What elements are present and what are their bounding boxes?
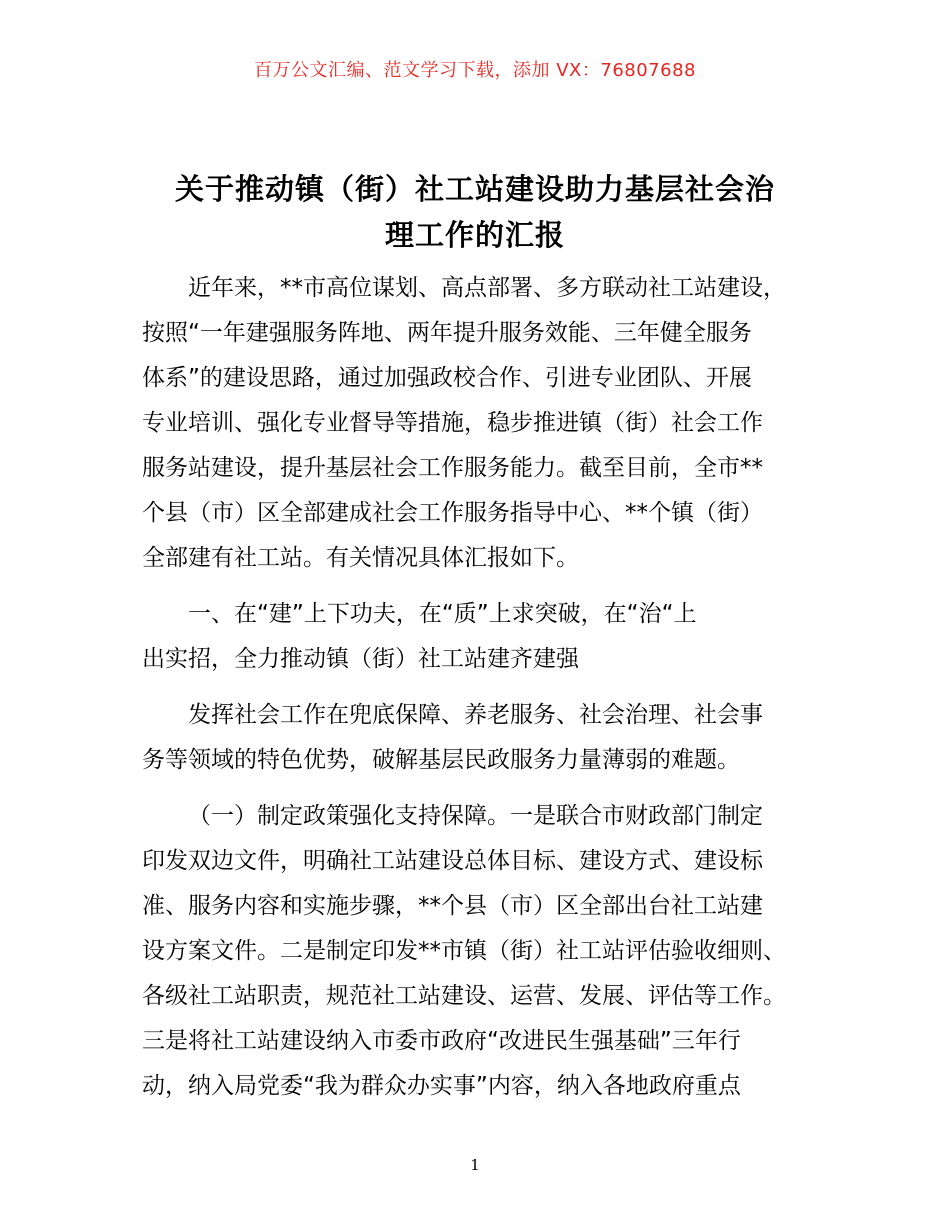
- text-line: 三是将社工站建设纳入市委市政府“改进民生强基础”三年行: [142, 1028, 741, 1054]
- paragraph-subsection-1: [142, 794, 832, 1109]
- text-line: 设方案文件。二是制定印发**市镇（街）社工站评估验收细则、: [142, 938, 786, 964]
- header-banner: 百万公文汇编、范文学习下载，添加 VX：76807688: [254, 60, 696, 81]
- text-line: 印发双边文件，明确社工站建设总体目标、建设方式、建设标: [142, 848, 763, 874]
- text-line: 出实招，全力推动镇（街）社工站建齐建强: [142, 646, 579, 672]
- section-heading-1: [142, 592, 832, 682]
- paragraph-section-1-intro: [142, 693, 832, 783]
- text-line: 动，纳入局党委“我为群众办实事”内容，纳入各地政府重点: [142, 1073, 741, 1099]
- text-line: 全部建有社工站。有关情况具体汇报如下。: [142, 545, 579, 571]
- document-body: [142, 266, 832, 1120]
- text-line: 准、服务内容和实施步骤，**个县（市）区全部出台社工站建: [142, 893, 763, 919]
- paragraph-intro: [142, 266, 832, 581]
- text-line: 按照“一年建强服务阵地、两年提升服务效能、三年健全服务: [142, 320, 752, 346]
- text-line: 专业培训、强化专业督导等措施，稳步推进镇（街）社会工作: [142, 410, 763, 436]
- text-line: 服务站建设，提升基层社会工作服务能力。截至目前，全市**: [142, 455, 763, 481]
- page-number: 1: [470, 1156, 480, 1174]
- text-line: 体系”的建设思路，通过加强政校合作、引进专业团队、开展: [142, 365, 752, 391]
- document-title: [120, 166, 830, 258]
- title-line: 理工作的汇报: [384, 218, 565, 252]
- text-line: 一、在“建”上下功夫，在“质”上求突破，在“治“上: [188, 601, 697, 627]
- text-line: 各级社工站职责，规范社工站建设、运营、发展、评估等工作。: [142, 983, 786, 1009]
- text-line: 务等领域的特色优势，破解基层民政服务力量薄弱的难题。: [142, 747, 740, 773]
- text-line: 发挥社会工作在兜底保障、养老服务、社会治理、社会事: [188, 702, 763, 728]
- text-line: 个县（市）区全部建成社会工作服务指导中心、**个镇（街）: [142, 500, 763, 526]
- text-line: （一）制定政策强化支持保障。一是联合市财政部门制定: [188, 803, 763, 829]
- text-line: 近年来，**市高位谋划、高点部署、多方联动社工站建设，: [188, 275, 786, 301]
- title-line: 关于推动镇（街）社工站建设助力基层社会治: [174, 172, 775, 206]
